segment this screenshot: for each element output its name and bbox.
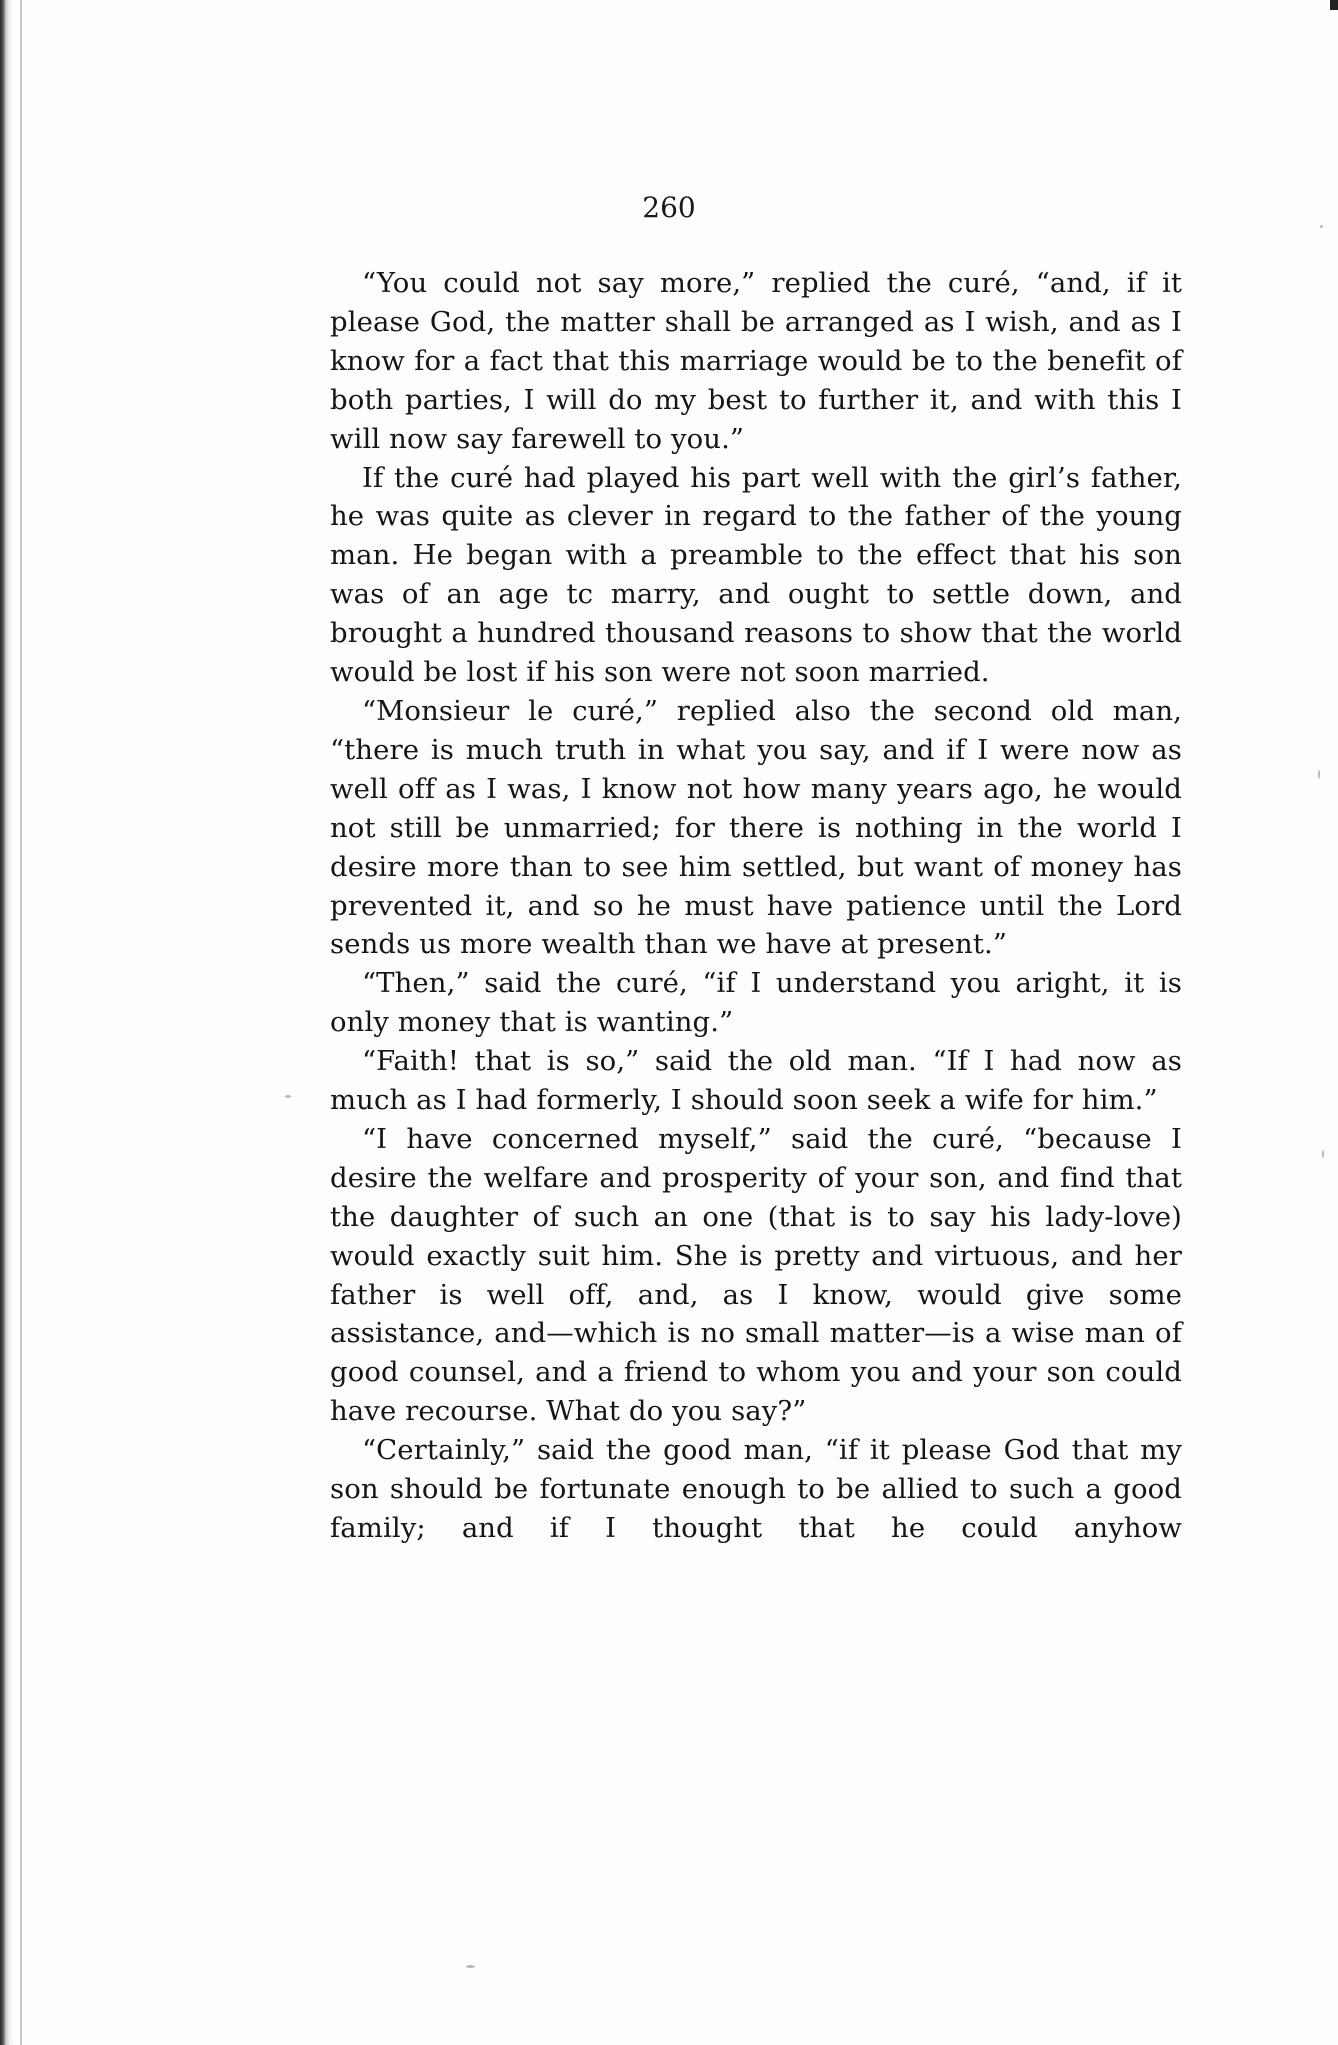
scan-speck (1320, 225, 1323, 228)
scan-corner-mark (1330, 0, 1338, 10)
paragraph-1: “You could not say more,” replied the curé, “and, if it please God, the matter shall be arranged as I wish, and as I know for a fact that this marriage would be to the benefit of both parties, I will do my best to further it, and with this I will now say farewell to you.” (330, 267, 1182, 455)
scan-speck (1322, 1150, 1324, 1158)
paragraph-6: “I have concerned myself,” said the curé, “because I desire the welfare and prosperity of your son, and find that the daughter of such an one (that is to say his lady-love) would exactly suit him. She is pretty and virtuous, and her father is well off, and, as I know, would give some assistance, and—which is no small matter—is a wise man of good counsel, and a friend to whom you and your son could have recourse. What do you say?” (330, 1122, 1182, 1428)
binding-shadow-line (20, 0, 22, 2045)
paragraph-3: “Monsieur le curé,” replied also the second old man, “there is much truth in what you say, and if I were now as well off as I was, I know not how many years ago, he would not still be unmarried; for there is nothing in the world I desire more than to see him settled, but want of money has prevented it, and so he must have patience until the Lord sends us more wealth than we have at present.” (330, 694, 1182, 961)
paragraph-7: “Certainly,” said the good man, “if it please God that my son should be fortunate enough to be allied to such a good family; and if I thought that he could anyhow (330, 1434, 1182, 1544)
body-text (330, 264, 1182, 1548)
page-number: 260 (642, 191, 696, 224)
paragraph-5: “Faith! that is so,” said the old man. “If I had now as much as I had formerly, I should soon seek a wife for him.” (330, 1045, 1182, 1117)
binding-edge (0, 0, 14, 2045)
paragraph-2: If the curé had played his part well with the girl’s father, he was quite as clever in regard to the father of the young man. He began with a preamble to the effect that his son was of an age tc marry, and ought to settle down, and brought a hundred thousand reasons to show that the world would be lost if his son were not soon married. (330, 461, 1182, 689)
scan-speck (285, 1095, 291, 1098)
scan-speck (466, 1965, 475, 1968)
scan-speck (1318, 770, 1320, 779)
paragraph-4: “Then,” said the curé, “if I understand you aright, it is only money that is wanting.” (330, 967, 1182, 1039)
